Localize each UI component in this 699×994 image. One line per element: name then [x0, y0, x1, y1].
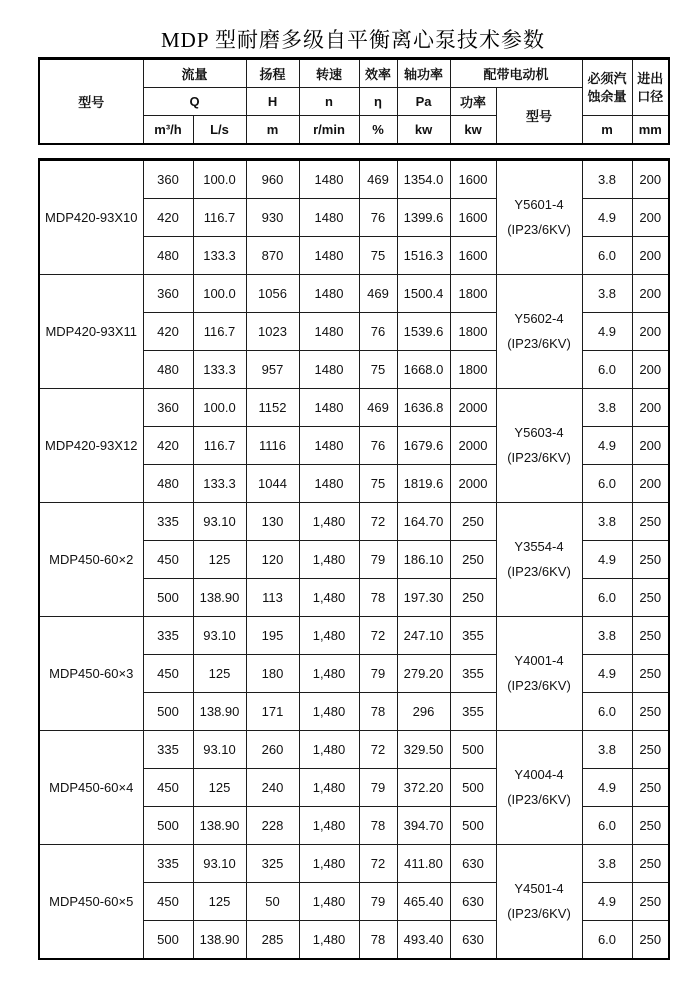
cell-motor-power: 1600 [450, 199, 496, 237]
col-header-port [632, 59, 669, 116]
cell-motor-power: 2000 [450, 465, 496, 503]
col-symbol-shaft-power: Pa [397, 88, 450, 116]
cell-npsh: 6.0 [582, 807, 632, 845]
col-header-motor: 配带电动机 [450, 59, 582, 88]
cell-port: 250 [632, 617, 669, 655]
cell-flow-ls: 93.10 [193, 731, 246, 769]
cell-speed: 1,480 [299, 883, 359, 921]
cell-npsh: 4.9 [582, 655, 632, 693]
cell-efficiency: 79 [359, 541, 397, 579]
cell-flow-m3h: 335 [143, 845, 193, 883]
cell-motor-power: 355 [450, 655, 496, 693]
cell-flow-ls: 93.10 [193, 503, 246, 541]
cell-port: 250 [632, 655, 669, 693]
col-symbol-head: H [246, 88, 299, 116]
cell-npsh: 3.8 [582, 845, 632, 883]
cell-pump-model: MDP450-60×4 [39, 731, 143, 845]
cell-efficiency: 469 [359, 389, 397, 427]
cell-speed: 1480 [299, 389, 359, 427]
cell-head: 195 [246, 617, 299, 655]
col-symbol-speed: n [299, 88, 359, 116]
cell-efficiency: 79 [359, 655, 397, 693]
motor-model-line1: Y5602-4 [514, 310, 564, 326]
col-unit-flow-ls: L/s [193, 116, 246, 145]
cell-pump-model: MDP420-93X11 [39, 275, 143, 389]
motor-model-line1: Y4001-4 [514, 652, 564, 668]
cell-npsh: 6.0 [582, 693, 632, 731]
cell-motor-model [496, 160, 582, 275]
spec-table-body [38, 158, 670, 960]
cell-port: 200 [632, 351, 669, 389]
cell-flow-m3h: 450 [143, 769, 193, 807]
cell-speed: 1480 [299, 160, 359, 199]
cell-npsh: 3.8 [582, 503, 632, 541]
cell-flow-ls: 125 [193, 655, 246, 693]
motor-model-line2: (IP23/6KV) [507, 221, 571, 237]
cell-shaft-power: 394.70 [397, 807, 450, 845]
cell-flow-ls: 133.3 [193, 465, 246, 503]
cell-speed: 1480 [299, 465, 359, 503]
motor-model-line1: Y3554-4 [514, 538, 564, 554]
table-row [39, 389, 669, 427]
cell-speed: 1,480 [299, 503, 359, 541]
cell-head: 1116 [246, 427, 299, 465]
cell-speed: 1,480 [299, 655, 359, 693]
cell-head: 1152 [246, 389, 299, 427]
cell-flow-m3h: 360 [143, 275, 193, 313]
col-header-shaft-power: 轴功率 [397, 59, 450, 88]
table-row [39, 275, 669, 313]
cell-port: 200 [632, 389, 669, 427]
cell-flow-m3h: 480 [143, 237, 193, 275]
cell-flow-ls: 116.7 [193, 313, 246, 351]
page-title: MDP 型耐磨多级自平衡离心泵技术参数 [161, 28, 545, 52]
cell-npsh: 3.8 [582, 617, 632, 655]
port-label-line1: 进出 [637, 70, 664, 86]
cell-port: 250 [632, 845, 669, 883]
cell-npsh: 6.0 [582, 579, 632, 617]
cell-motor-power: 1800 [450, 351, 496, 389]
table-row [39, 617, 669, 655]
cell-speed: 1,480 [299, 731, 359, 769]
col-unit-npsh: m [582, 116, 632, 145]
cell-flow-ls: 138.90 [193, 921, 246, 960]
cell-shaft-power: 296 [397, 693, 450, 731]
cell-pump-model: MDP450-60×5 [39, 845, 143, 960]
cell-npsh: 3.8 [582, 275, 632, 313]
motor-model-line1: Y4004-4 [514, 766, 564, 782]
cell-head: 120 [246, 541, 299, 579]
cell-motor-power: 1800 [450, 275, 496, 313]
cell-flow-m3h: 420 [143, 313, 193, 351]
cell-motor-model [496, 389, 582, 503]
cell-flow-m3h: 500 [143, 921, 193, 960]
cell-shaft-power: 1679.6 [397, 427, 450, 465]
cell-flow-m3h: 335 [143, 731, 193, 769]
col-header-npsh [582, 59, 632, 116]
cell-port: 250 [632, 769, 669, 807]
cell-head: 113 [246, 579, 299, 617]
col-symbol-flow: Q [143, 88, 246, 116]
cell-port: 250 [632, 731, 669, 769]
cell-npsh: 3.8 [582, 731, 632, 769]
cell-speed: 1,480 [299, 579, 359, 617]
cell-head: 180 [246, 655, 299, 693]
cell-motor-power: 1800 [450, 313, 496, 351]
col-unit-speed: r/min [299, 116, 359, 145]
cell-head: 130 [246, 503, 299, 541]
cell-head: 960 [246, 160, 299, 199]
cell-npsh: 6.0 [582, 921, 632, 960]
cell-motor-model [496, 731, 582, 845]
col-symbol-efficiency: η [359, 88, 397, 116]
cell-pump-model: MDP420-93X10 [39, 160, 143, 275]
cell-flow-ls: 138.90 [193, 579, 246, 617]
cell-flow-ls: 100.0 [193, 389, 246, 427]
cell-head: 228 [246, 807, 299, 845]
cell-efficiency: 75 [359, 465, 397, 503]
col-header-speed: 转速 [299, 59, 359, 88]
cell-efficiency: 75 [359, 351, 397, 389]
motor-model-line2: (IP23/6KV) [507, 791, 571, 807]
cell-motor-model [496, 503, 582, 617]
cell-shaft-power: 1516.3 [397, 237, 450, 275]
cell-flow-ls: 100.0 [193, 160, 246, 199]
col-unit-motor-power: kw [450, 116, 496, 145]
cell-motor-power: 500 [450, 769, 496, 807]
cell-port: 200 [632, 160, 669, 199]
npsh-label-line2: 蚀余量 [587, 88, 627, 104]
cell-port: 250 [632, 807, 669, 845]
cell-flow-ls: 138.90 [193, 807, 246, 845]
cell-head: 1023 [246, 313, 299, 351]
cell-flow-m3h: 420 [143, 427, 193, 465]
cell-shaft-power: 1636.8 [397, 389, 450, 427]
cell-speed: 1,480 [299, 617, 359, 655]
cell-efficiency: 72 [359, 617, 397, 655]
col-header-flow: 流量 [143, 59, 246, 88]
cell-motor-power: 355 [450, 693, 496, 731]
cell-efficiency: 79 [359, 883, 397, 921]
motor-model-line2: (IP23/6KV) [507, 905, 571, 921]
cell-motor-power: 630 [450, 883, 496, 921]
cell-shaft-power: 1500.4 [397, 275, 450, 313]
cell-shaft-power: 279.20 [397, 655, 450, 693]
cell-head: 1056 [246, 275, 299, 313]
cell-motor-power: 250 [450, 503, 496, 541]
cell-motor-power: 355 [450, 617, 496, 655]
cell-flow-ls: 138.90 [193, 693, 246, 731]
cell-shaft-power: 465.40 [397, 883, 450, 921]
cell-flow-m3h: 420 [143, 199, 193, 237]
cell-head: 50 [246, 883, 299, 921]
cell-port: 250 [632, 503, 669, 541]
cell-shaft-power: 372.20 [397, 769, 450, 807]
cell-shaft-power: 411.80 [397, 845, 450, 883]
cell-flow-m3h: 500 [143, 579, 193, 617]
cell-pump-model: MDP420-93X12 [39, 389, 143, 503]
cell-shaft-power: 493.40 [397, 921, 450, 960]
cell-speed: 1480 [299, 199, 359, 237]
header-row-1 [39, 59, 669, 88]
col-unit-flow-m3h: m³/h [143, 116, 193, 145]
cell-efficiency: 76 [359, 427, 397, 465]
cell-npsh: 4.9 [582, 199, 632, 237]
cell-port: 200 [632, 313, 669, 351]
cell-efficiency: 78 [359, 921, 397, 960]
cell-head: 260 [246, 731, 299, 769]
cell-flow-ls: 125 [193, 883, 246, 921]
cell-efficiency: 78 [359, 579, 397, 617]
cell-head: 957 [246, 351, 299, 389]
cell-port: 200 [632, 427, 669, 465]
cell-motor-model [496, 617, 582, 731]
col-unit-efficiency: % [359, 116, 397, 145]
cell-head: 240 [246, 769, 299, 807]
cell-npsh: 4.9 [582, 769, 632, 807]
cell-npsh: 3.8 [582, 160, 632, 199]
cell-flow-ls: 116.7 [193, 199, 246, 237]
cell-efficiency: 76 [359, 199, 397, 237]
spec-table-header [38, 57, 670, 145]
cell-flow-ls: 116.7 [193, 427, 246, 465]
cell-flow-ls: 125 [193, 541, 246, 579]
cell-motor-power: 1600 [450, 237, 496, 275]
npsh-label-line1: 必须汽 [587, 70, 627, 86]
cell-motor-model [496, 845, 582, 960]
cell-speed: 1,480 [299, 693, 359, 731]
cell-npsh: 4.9 [582, 883, 632, 921]
cell-efficiency: 72 [359, 845, 397, 883]
cell-npsh: 4.9 [582, 313, 632, 351]
cell-pump-model: MDP450-60×2 [39, 503, 143, 617]
cell-head: 325 [246, 845, 299, 883]
cell-flow-m3h: 360 [143, 160, 193, 199]
cell-efficiency: 75 [359, 237, 397, 275]
port-label-line2: 口径 [637, 88, 664, 104]
cell-motor-power: 2000 [450, 427, 496, 465]
cell-motor-power: 1600 [450, 160, 496, 199]
cell-efficiency: 79 [359, 769, 397, 807]
cell-motor-power: 250 [450, 579, 496, 617]
cell-flow-ls: 133.3 [193, 351, 246, 389]
spec-sheet [38, 24, 668, 960]
cell-flow-m3h: 335 [143, 617, 193, 655]
col-header-motor-model: 型号 [496, 88, 582, 145]
cell-port: 250 [632, 541, 669, 579]
motor-model-line2: (IP23/6KV) [507, 449, 571, 465]
cell-motor-power: 630 [450, 845, 496, 883]
motor-model-line2: (IP23/6KV) [507, 335, 571, 351]
cell-port: 200 [632, 275, 669, 313]
pump-rows [39, 160, 669, 960]
cell-motor-power: 500 [450, 731, 496, 769]
col-unit-port: mm [632, 116, 669, 145]
cell-npsh: 6.0 [582, 237, 632, 275]
table-row [39, 731, 669, 769]
cell-motor-model [496, 275, 582, 389]
cell-flow-m3h: 500 [143, 807, 193, 845]
cell-motor-power: 2000 [450, 389, 496, 427]
table-row [39, 845, 669, 883]
cell-speed: 1,480 [299, 769, 359, 807]
cell-flow-m3h: 480 [143, 351, 193, 389]
cell-port: 250 [632, 921, 669, 960]
cell-speed: 1,480 [299, 921, 359, 960]
cell-efficiency: 469 [359, 160, 397, 199]
cell-efficiency: 469 [359, 275, 397, 313]
cell-shaft-power: 1354.0 [397, 160, 450, 199]
cell-motor-power: 500 [450, 807, 496, 845]
cell-npsh: 3.8 [582, 389, 632, 427]
cell-speed: 1480 [299, 275, 359, 313]
cell-shaft-power: 197.30 [397, 579, 450, 617]
motor-model-line2: (IP23/6KV) [507, 563, 571, 579]
cell-npsh: 6.0 [582, 351, 632, 389]
cell-port: 200 [632, 465, 669, 503]
cell-speed: 1480 [299, 237, 359, 275]
cell-flow-m3h: 335 [143, 503, 193, 541]
cell-shaft-power: 1399.6 [397, 199, 450, 237]
cell-efficiency: 78 [359, 693, 397, 731]
col-unit-shaft-power: kw [397, 116, 450, 145]
cell-motor-power: 250 [450, 541, 496, 579]
col-header-motor-power: 功率 [450, 88, 496, 116]
col-unit-head: m [246, 116, 299, 145]
cell-shaft-power: 186.10 [397, 541, 450, 579]
motor-model-line1: Y4501-4 [514, 880, 564, 896]
cell-npsh: 6.0 [582, 465, 632, 503]
cell-flow-m3h: 500 [143, 693, 193, 731]
cell-speed: 1,480 [299, 541, 359, 579]
cell-motor-power: 630 [450, 921, 496, 960]
cell-port: 250 [632, 579, 669, 617]
col-header-pump-model: 型号 [39, 59, 143, 145]
cell-flow-ls: 125 [193, 769, 246, 807]
cell-speed: 1,480 [299, 845, 359, 883]
col-header-efficiency: 效率 [359, 59, 397, 88]
motor-model-line1: Y5601-4 [514, 196, 564, 212]
cell-efficiency: 72 [359, 731, 397, 769]
cell-efficiency: 76 [359, 313, 397, 351]
cell-pump-model: MDP450-60×3 [39, 617, 143, 731]
cell-port: 250 [632, 883, 669, 921]
cell-shaft-power: 247.10 [397, 617, 450, 655]
cell-head: 285 [246, 921, 299, 960]
cell-head: 171 [246, 693, 299, 731]
cell-speed: 1,480 [299, 807, 359, 845]
cell-flow-m3h: 450 [143, 655, 193, 693]
cell-efficiency: 72 [359, 503, 397, 541]
cell-shaft-power: 164.70 [397, 503, 450, 541]
cell-head: 1044 [246, 465, 299, 503]
cell-shaft-power: 1668.0 [397, 351, 450, 389]
cell-flow-ls: 100.0 [193, 275, 246, 313]
cell-npsh: 4.9 [582, 427, 632, 465]
table-row [39, 160, 669, 199]
cell-flow-m3h: 480 [143, 465, 193, 503]
cell-shaft-power: 329.50 [397, 731, 450, 769]
table-row [39, 503, 669, 541]
cell-head: 870 [246, 237, 299, 275]
cell-flow-ls: 93.10 [193, 845, 246, 883]
cell-speed: 1480 [299, 313, 359, 351]
cell-flow-m3h: 360 [143, 389, 193, 427]
col-header-head: 扬程 [246, 59, 299, 88]
cell-shaft-power: 1819.6 [397, 465, 450, 503]
cell-flow-ls: 133.3 [193, 237, 246, 275]
cell-port: 250 [632, 693, 669, 731]
cell-shaft-power: 1539.6 [397, 313, 450, 351]
cell-flow-ls: 93.10 [193, 617, 246, 655]
cell-speed: 1480 [299, 351, 359, 389]
motor-model-line1: Y5603-4 [514, 424, 564, 440]
cell-flow-m3h: 450 [143, 541, 193, 579]
cell-efficiency: 78 [359, 807, 397, 845]
cell-head: 930 [246, 199, 299, 237]
cell-port: 200 [632, 237, 669, 275]
cell-speed: 1480 [299, 427, 359, 465]
cell-flow-m3h: 450 [143, 883, 193, 921]
motor-model-line2: (IP23/6KV) [507, 677, 571, 693]
cell-port: 200 [632, 199, 669, 237]
cell-npsh: 4.9 [582, 541, 632, 579]
